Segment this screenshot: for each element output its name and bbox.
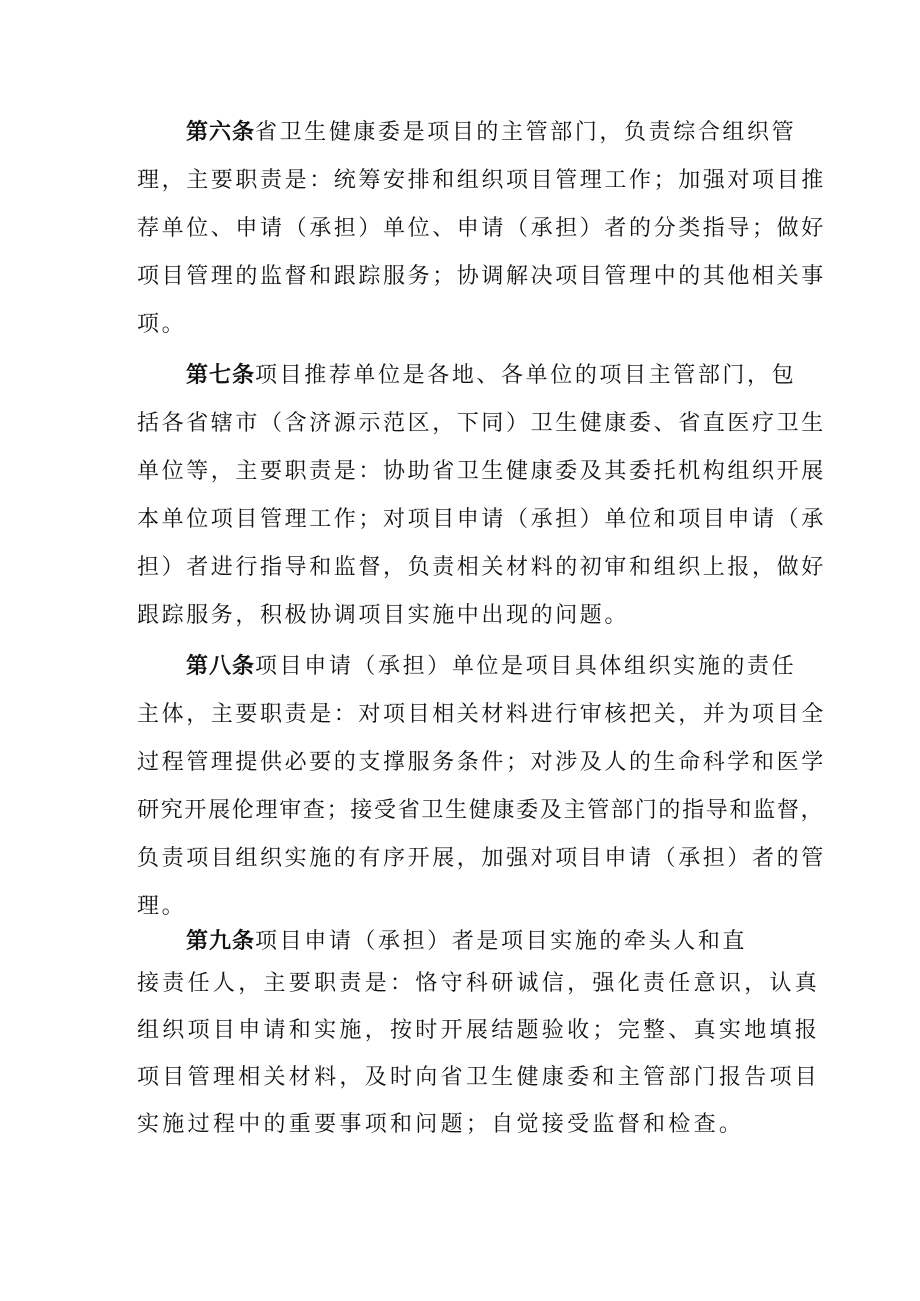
article-6-line-3: 荐单位、申请（承担）单位、申请（承担）者的分类指导；做好 bbox=[137, 216, 826, 241]
article-8-line-4: 研究开展伦理审查；接受省卫生健康委及主管部门的指导和监督， bbox=[137, 798, 825, 823]
article-9-line-4: 项目管理相关材料，及时向省卫生健康委和主管部门报告项目 bbox=[137, 1065, 821, 1090]
article-6-line-4: 项目管理的监督和跟踪服务；协调解决项目管理中的其他相关事 bbox=[137, 264, 826, 289]
article-7-line-4: 本单位项目管理工作；对项目申请（承担）单位和项目申请（承 bbox=[137, 507, 826, 532]
article-heading: 第六条 bbox=[186, 120, 256, 145]
article-6-line-2: 理，主要职责是：统筹安排和组织项目管理工作；加强对项目推 bbox=[137, 168, 826, 193]
article-heading: 第八条 bbox=[186, 654, 256, 679]
article-text: 项目推荐单位是各地、各单位的项目主管部门，包 bbox=[255, 363, 797, 388]
article-9-line-5: 实施过程中的重要事项和问题；自觉接受监督和检查。 bbox=[137, 1112, 745, 1137]
article-9-line-3: 组织项目申请和实施，按时开展结题验收；完整、真实地填报 bbox=[137, 1018, 821, 1043]
article-heading: 第七条 bbox=[186, 363, 256, 388]
article-7-line-3: 单位等，主要职责是：协助省卫生健康委及其委托机构组织开展 bbox=[137, 459, 826, 484]
article-9-line-2: 接责任人，主要职责是：恪守科研诚信，强化责任意识，认真 bbox=[137, 971, 821, 996]
article-7-line-6: 跟踪服务，积极协调项目实施中出现的问题。 bbox=[137, 603, 630, 628]
article-8-line-5: 负责项目组织实施的有序开展，加强对项目申请（承担）者的管 bbox=[137, 846, 826, 871]
article-8-line-1 bbox=[186, 652, 796, 682]
article-8-line-6: 理。 bbox=[137, 894, 187, 919]
article-text: 项目申请（承担）者是项目实施的牵头人和直 bbox=[255, 929, 748, 954]
article-8-line-2: 主体，主要职责是：对项目相关材料进行审核把关，并为项目全 bbox=[137, 702, 826, 727]
article-6-line-1 bbox=[186, 118, 796, 148]
article-7-line-1 bbox=[186, 361, 796, 391]
article-6-line-5: 项。 bbox=[137, 312, 187, 337]
article-text: 省卫生健康委是项目的主管部门，负责综合组织管 bbox=[255, 120, 797, 145]
article-heading: 第九条 bbox=[186, 929, 256, 954]
article-9-line-1 bbox=[186, 927, 747, 957]
article-8-line-3: 过程管理提供必要的支撑服务条件；对涉及人的生命科学和医学 bbox=[137, 750, 826, 775]
article-7-line-5: 担）者进行指导和监督，负责相关材料的初审和组织上报，做好 bbox=[137, 555, 826, 580]
article-7-line-2: 括各省辖市（含济源示范区，下同）卫生健康委、省直医疗卫生 bbox=[137, 411, 826, 436]
article-text: 项目申请（承担）单位是项目具体组织实施的责任 bbox=[255, 654, 797, 679]
